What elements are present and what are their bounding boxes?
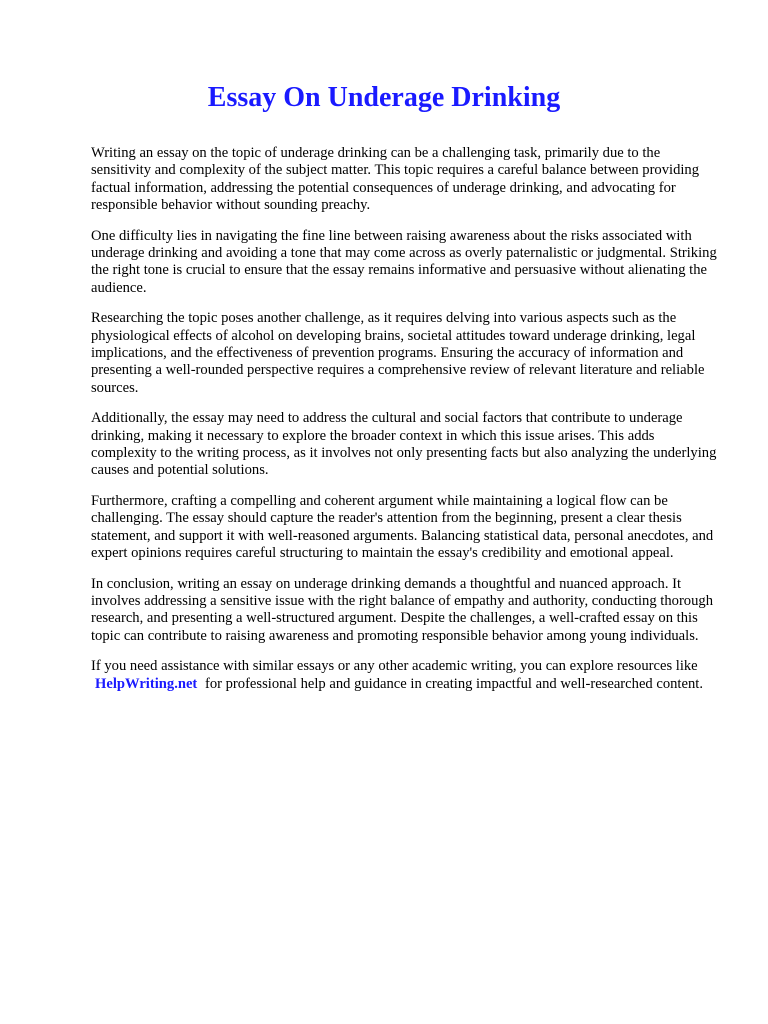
document-body [91,145,719,707]
paragraph-2: One difficulty lies in navigating the fine line between raising awareness about the risks associated with underage drinking and avoiding a tone that may come across as overly paternalistic or judgmental. Striking the right tone is crucial to ensure that the essay remains informative and persuasive without alienating the audience. [91,227,717,296]
paragraph-5: Furthermore, crafting a compelling and coherent argument while maintaining a logical flow can be challenging. The essay should capture the reader's attention from the beginning, present a clear thesis statement, and support it with well-reasoned arguments. Balancing statistical data, personal anecdotes, and expert opinions requires careful structuring to maintain the essay's credibility and emotional appeal. [91,493,714,561]
helpwriting-link[interactable]: HelpWriting.net [95,675,198,692]
closing-text-after-link: for professional help and guidance in creating impactful and well-researched content. [204,675,703,692]
paragraph-4: Additionally, the essay may need to address the cultural and social factors that contribute to underage drinking, making it necessary to explore the broader context in which this issue arises. This adds complexity to the writing process, as it involves not only presenting facts but also analyzing the underlying causes and potential solutions. [91,410,717,479]
document-title: Essay On Underage Drinking [207,82,561,113]
paragraph-3: Researching the topic poses another challenge, as it requires delving into various aspects such as the physiological effects of alcohol on developing brains, societal attitudes toward underage drinking, legal implications, and the effectiveness of prevention programs. Ensuring the accuracy of information and presenting a well-rounded perspective requires a comprehensive review of relevant literature and reliable sources. [91,310,705,396]
closing-paragraph [91,658,719,693]
paragraph-1: Writing an essay on the topic of underage drinking can be a challenging task, primarily due to the sensitivity and complexity of the subject matter. This topic requires a careful balance between providing factual information, addressing the potential consequences of underage drinking, and advocating for responsible behavior without sounding preachy. [91,145,700,213]
closing-text-before-link: If you need assistance with similar essays or any other academic writing, you can explore resources like [91,658,698,675]
paragraph-6: In conclusion, writing an essay on underage drinking demands a thoughtful and nuanced approach. It involves addressing a sensitive issue with the right balance of empathy and authority, conducting thorough research, and presenting a well-structured argument. Despite the challenges, a well-crafted essay on this topic can contribute to raising awareness and promoting responsible behavior among young individuals. [91,575,713,644]
